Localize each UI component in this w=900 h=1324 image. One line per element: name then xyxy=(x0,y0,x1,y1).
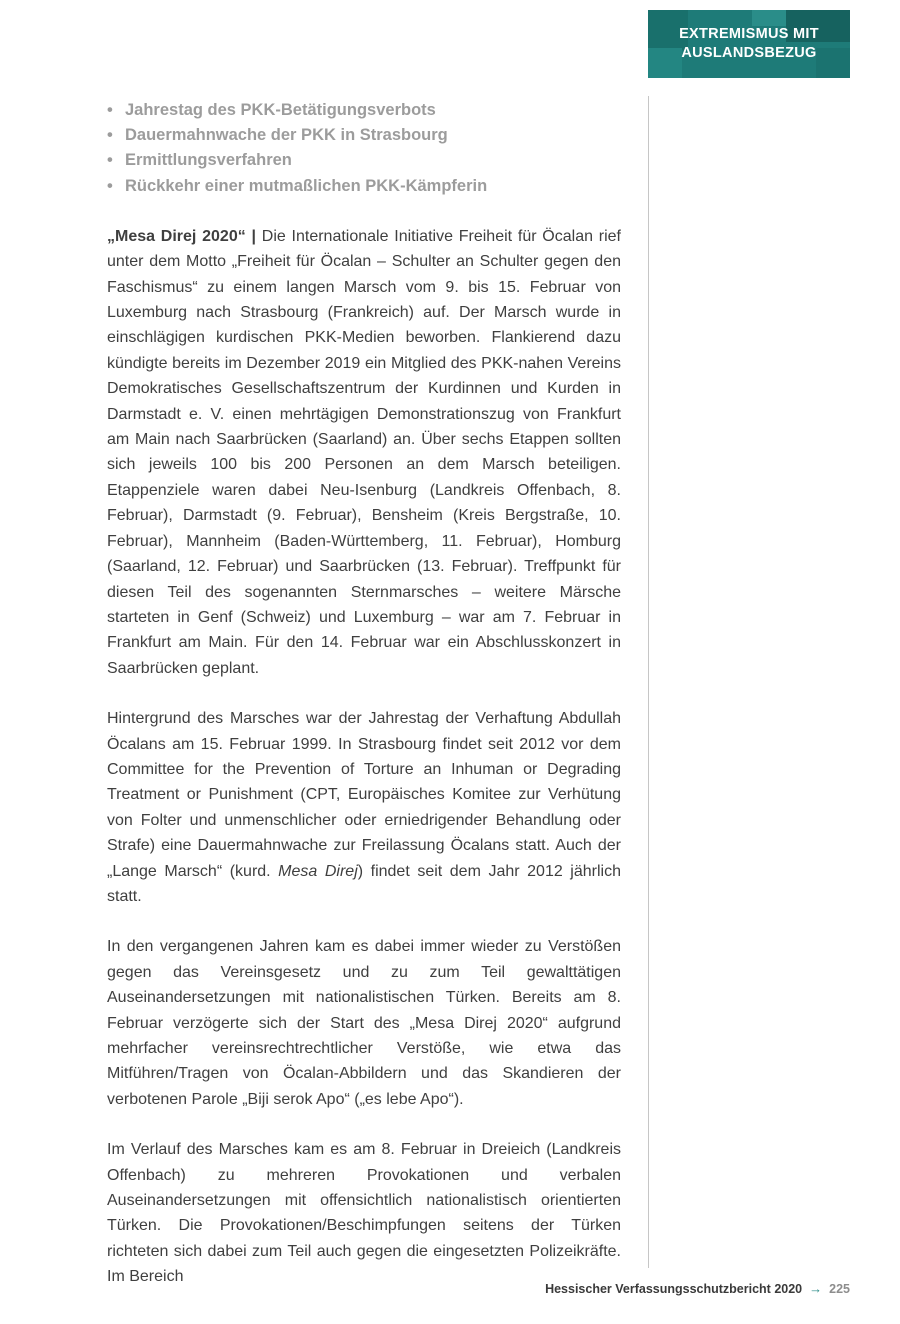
topic-list xyxy=(107,98,621,199)
paragraph-lead-bold: „Mesa Direj 2020“ | xyxy=(107,227,262,245)
paragraph-background xyxy=(107,706,621,909)
paragraph-body-text: Die Internationale Initiative Freiheit für Öcalan rief unter dem Motto „Freiheit für Öcalan – Schulter an Schulter gegen den Faschismus“ zu einem langen Marsch vom 9. bis 15. Februar von Luxemburg nach Strasbourg (Frankreich) auf. Der Marsch wurde in einschlägigen kurdischen PKK-Medien beworben. Flankierend dazu kündigte bereits im Dezember 2019 ein Mitglied des PKK-nahen Vereins Demokratisches Gesellschaftszentrum der Kurdinnen und Kurden in Darmstadt e. V. einen mehrtägigen Demonstrationszug von Frankfurt am Main nach Saarbrücken (Saarland) an. Über sechs Etappen sollten sich jeweils 100 bis 200 Personen an dem Marsch beteiligen. Etappenziele waren dabei Neu-Isenburg (Landkreis Offenbach, 8. Februar), Darmstadt (9. Februar), Bensheim (Kreis Bergstraße, 10. Februar), Mannheim (Baden-Württemberg, 11. Februar), Homburg (Saarland, 12. Februar) und Saarbrücken (13. Februar). Treffpunkt für diesen Teil des sogenannten Sternmarsches – weitere Märsche starteten in Genf (Schweiz) und Luxemburg – war am 7. Februar in Frankfurt am Main. Für den 14. Februar war ein Abschlusskonzert in Saarbrücken geplant. xyxy=(107,227,622,677)
paragraph-body-text: In den vergangenen Jahren kam es dabei immer wieder zu Verstößen gegen das Vereinsgesetz und zu zum Teil gewalttätigen Auseinandersetzungen mit nationalistischen Türken. Bereits am 8. Februar verzögerte sich der Start des „Mesa Direj 2020“ aufgrund mehrfacher vereinsrechtrechtlicher Verstöße, wie etwa das Mitführen/Tragen von Öcalan-Abbildern und das Skandieren der verbotenen Parole „Biji serok Apo“ („es lebe Apo“). xyxy=(107,938,621,1108)
list-item xyxy=(107,98,621,123)
list-item-text: Dauermahnwache der PKK in Strasbourg xyxy=(125,126,448,145)
list-item-text: Ermittlungsverfahren xyxy=(125,151,292,170)
paragraph-mesa-direj xyxy=(107,224,621,681)
paragraph-italic-term: Mesa Direj xyxy=(278,862,358,880)
bullet-marker: • xyxy=(107,176,113,195)
footer-page-number: 225 xyxy=(829,1282,850,1296)
list-item xyxy=(107,148,621,173)
page-footer xyxy=(545,1281,850,1297)
paragraph-body-text: Im Verlauf des Marsches kam es am 8. Februar in Dreieich (Landkreis Offenbach) zu mehreren Provokationen und verbalen Auseinandersetzungen mit offensichtlich nationalistisch orientierten Türken. Die Provokationen/Beschimpfungen seitens der Türken richteten sich dabei zum Teil auch gegen die eingesetzten Polizeikräfte. Im Bereich xyxy=(107,1141,621,1286)
bullet-marker: • xyxy=(107,126,113,145)
footer-arrow-icon: → xyxy=(809,1281,823,1296)
list-item-text: Jahrestag des PKK-Betätigungsverbots xyxy=(125,101,436,119)
bullet-marker: • xyxy=(107,151,113,170)
paragraph-violations xyxy=(107,934,621,1112)
badge-line-1: EXTREMISMUS MIT xyxy=(679,26,819,42)
main-text-column xyxy=(107,98,621,1290)
section-badge-text xyxy=(648,10,850,78)
margin-divider xyxy=(648,96,649,1268)
list-item xyxy=(107,123,621,148)
list-item-text: Rückkehr einer mutmaßlichen PKK-Kämpferin xyxy=(125,176,488,195)
paragraph-march-events xyxy=(107,1137,621,1289)
footer-report-title: Hessischer Verfassungsschutzbericht 2020 xyxy=(545,1282,803,1296)
paragraph-body-text: Hintergrund des Marsches war der Jahrestag der Verhaftung Abdullah Öcalans am 15. Februar 1999. In Strasbourg findet seit 2012 vor dem Committee for the Prevention of Torture an Inhuman or Degrading Treatment or Punishment (CPT, Europäisches Komitee zur Verhütung von Folter und unmenschlicher oder erniedrigender Behandlung oder Strafe) eine Dauermahnwache zur Freilassung Öcalans statt. Auch der „Lange Marsch“ (kurd. xyxy=(107,710,621,880)
section-badge xyxy=(648,10,850,78)
badge-line-2: AUSLANDSBEZUG xyxy=(681,45,817,61)
list-item xyxy=(107,174,621,199)
bullet-marker: • xyxy=(107,101,113,119)
paragraph-body-text: ) findet seit dem Jahr 2012 jährlich statt. xyxy=(107,862,621,905)
